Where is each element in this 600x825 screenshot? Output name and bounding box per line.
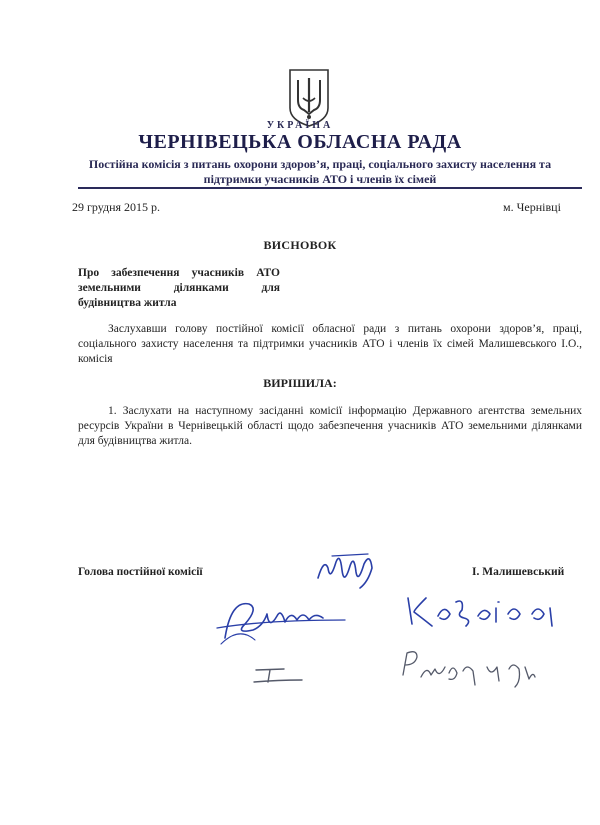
committee-line-2: підтримки учасників АТО і членів їх сімей	[203, 172, 437, 186]
committee-line-1: Постійна комісія з питань охорони здоров’я, праці, соціального захисту населення та	[88, 157, 552, 171]
decision-heading: ВИРІШИЛА:	[263, 376, 337, 390]
chair-signature	[310, 548, 382, 594]
committee-name	[60, 157, 580, 187]
signatory-role: Голова постійної комісії	[78, 566, 203, 578]
trident-coat-of-arms-icon	[286, 68, 332, 128]
document-city: м. Чернівці	[503, 200, 561, 214]
member-signature-3	[250, 660, 310, 688]
member-signature-2	[398, 588, 568, 634]
document-date: 29 грудня 2015 р.	[72, 200, 161, 214]
document-subject: Про забезпечення учасників АТО земельними ділянками для будівництва житла	[78, 267, 280, 309]
member-signature-1	[205, 590, 355, 650]
decision-item-1: 1. Заслухати на наступному засіданні комісії інформацію Державного агентства земельних ресурсів України в Чернівецькій області щодо забезпечення учасників АТО земельними ділянками для будівництва житла.	[78, 405, 582, 447]
member-signature-4	[395, 645, 545, 695]
country-name: УКРАЇНА	[266, 120, 334, 131]
document-title: ВИСНОВОК	[263, 238, 337, 252]
council-name: ЧЕРНІВЕЦЬКА ОБЛАСНА РАДА	[138, 131, 462, 153]
intro-paragraph: Заслухавши голову постійної комісії обласної ради з питань охорони здоров’я, праці, соціального захисту населення та підтримки учасників АТО і членів їх сімей Малишевського І.О., комісія	[78, 323, 582, 365]
header-divider	[78, 187, 582, 189]
signatory-name: І. Малишевський	[472, 566, 565, 578]
